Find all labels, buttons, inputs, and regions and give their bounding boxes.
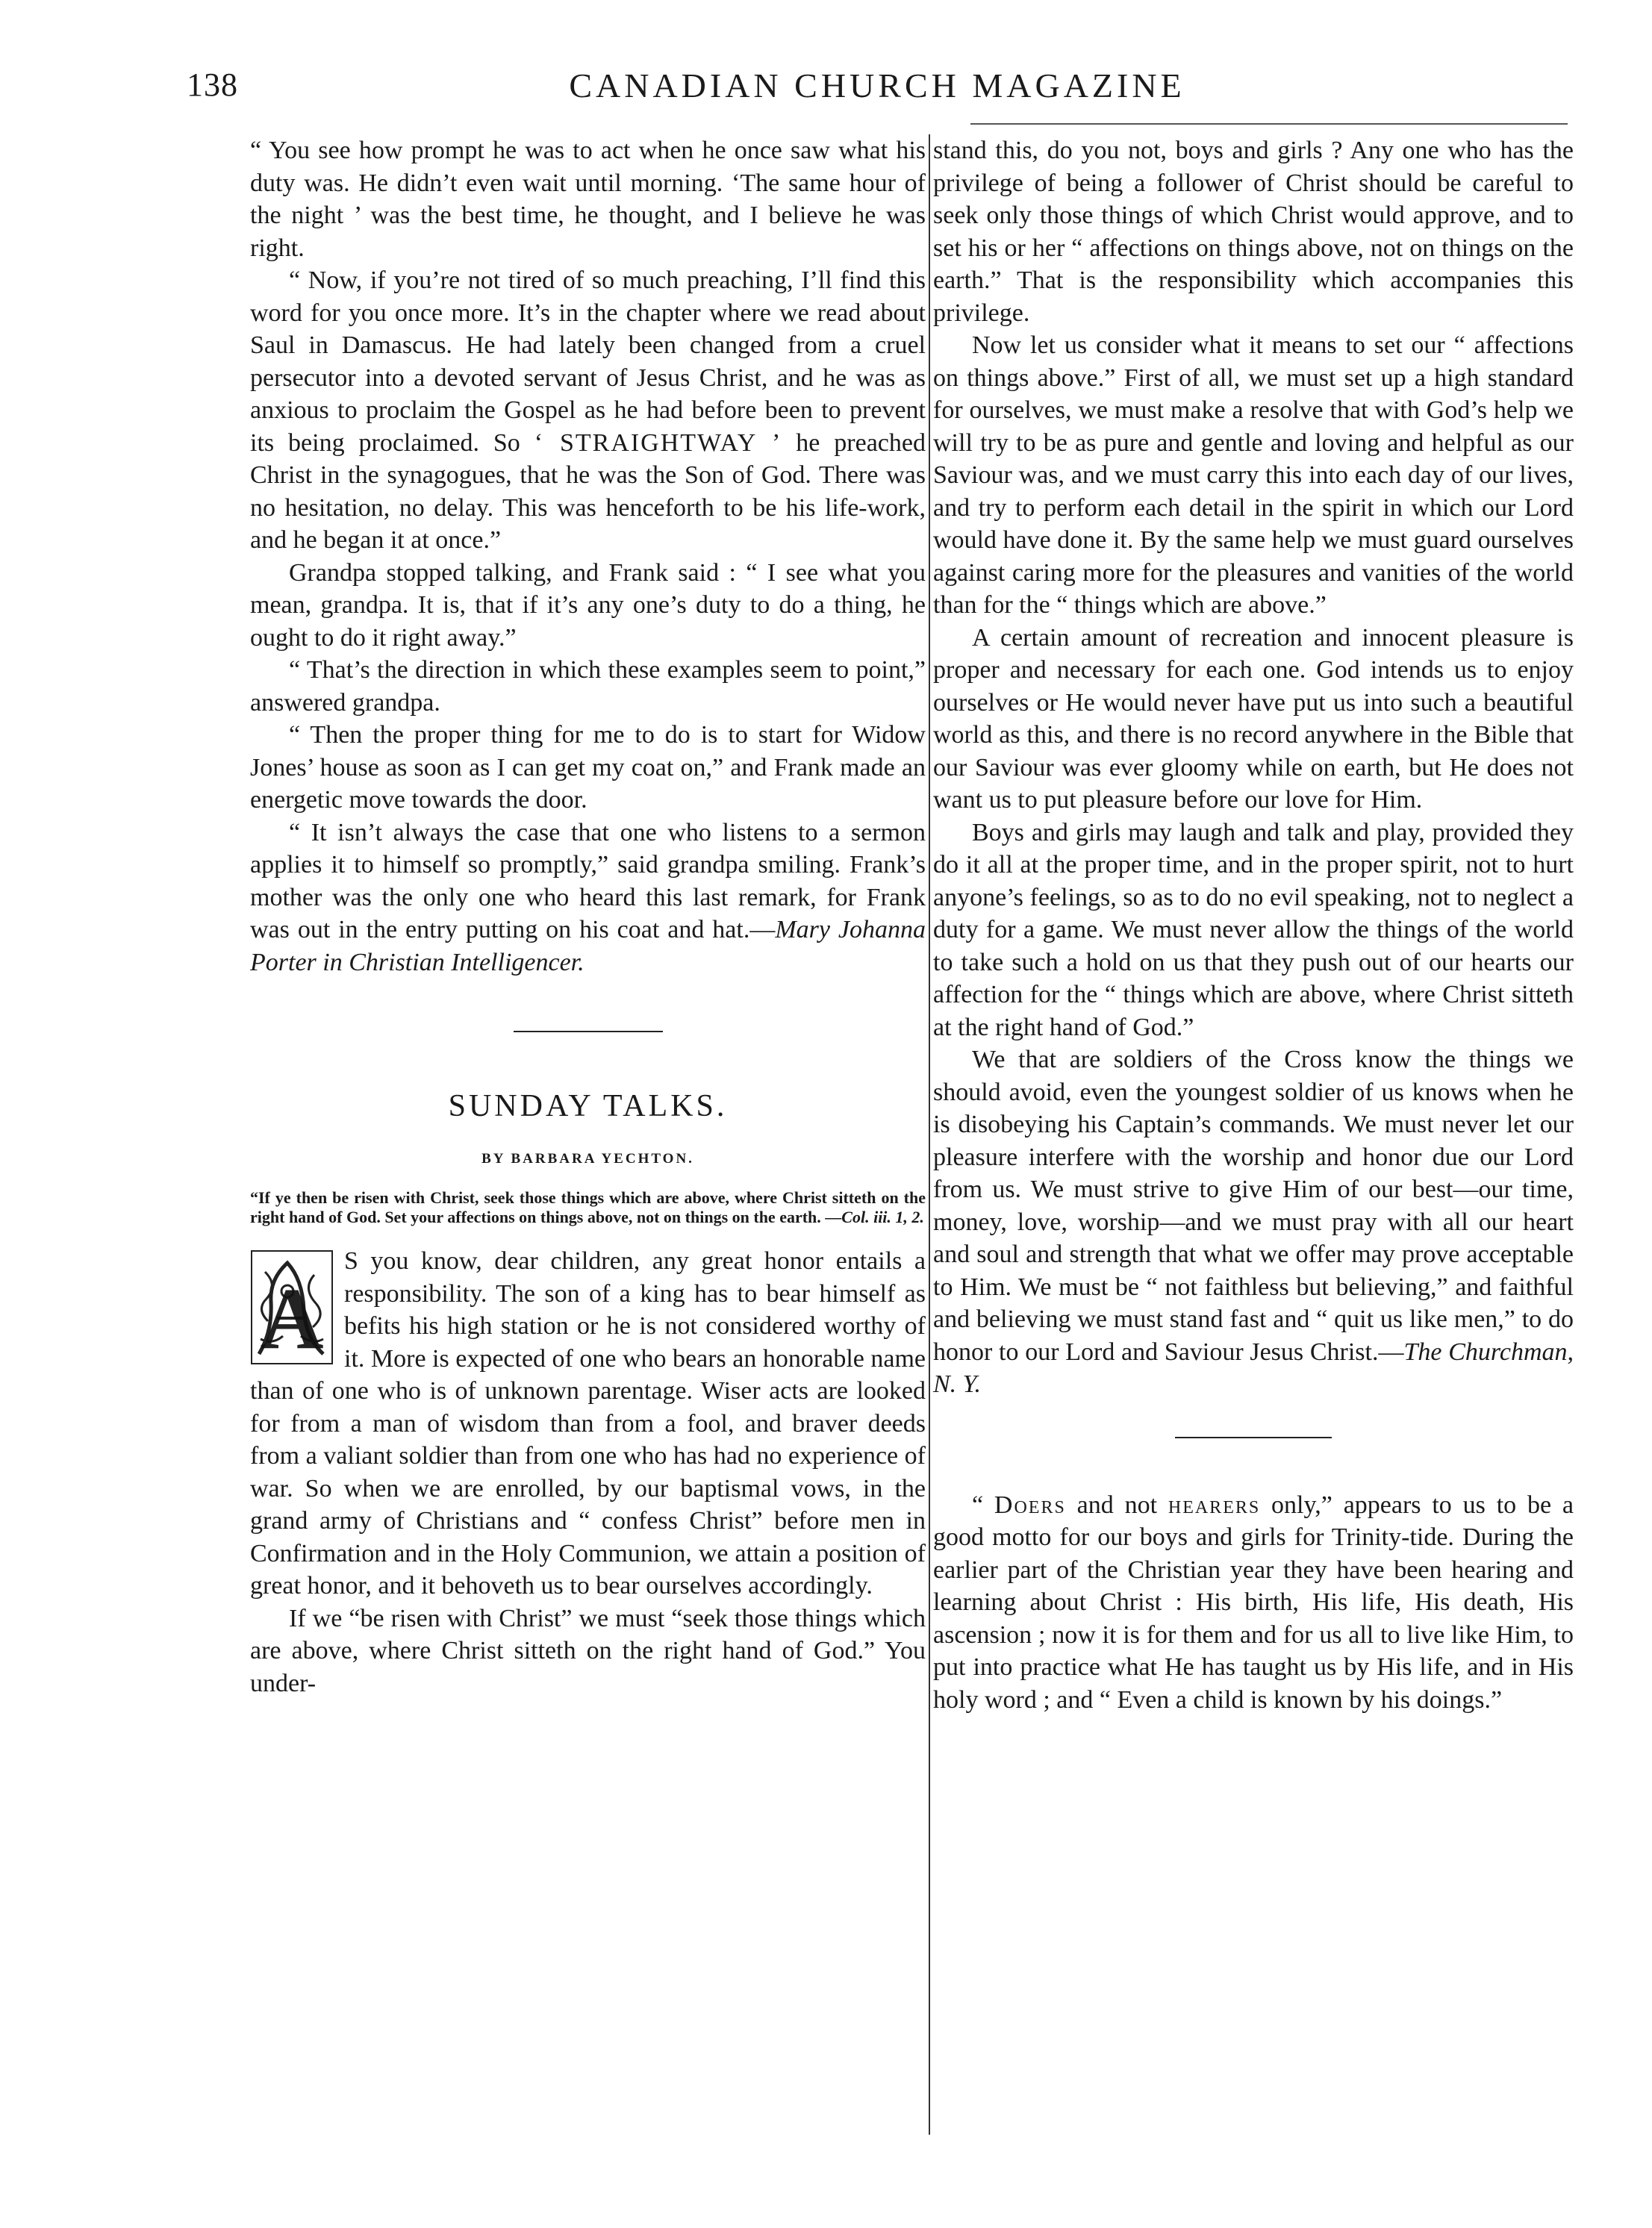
epigraph xyxy=(250,1188,926,1227)
header-rule xyxy=(970,123,1568,125)
left-column xyxy=(250,134,926,1700)
story-paragraph: “ Then the proper thing for me to do is to start for Widow Jones’ house as soon as I can get my coat on,” and Frank made an energetic move towards the door. xyxy=(250,721,926,814)
story-text: “ Now, if you’re not tired of so much preaching, I’ll find this word for you once more. It’s in the chapter where we read about Saul in Damascus. He had lately been changed from a cruel persecutor into a devoted servant of Jesus Christ, and he was as anxious to proclaim the Gospel as he had before been to prevent its being proclaimed. So xyxy=(250,266,926,457)
story-paragraph: Grandpa stopped talking, and Frank said : “ I see what you mean, grandpa. It is, that if it’s any one’s duty to do a thing, he ought to do it right away.” xyxy=(250,558,926,652)
talk-text: We that are soldiers of the Cross know the things we should avoid, even the youngest soldier of us knows when he is disobeying his Captain’s commands. We must never let our pleasure interfere with the worship and honor due our Lord from us. We must strive to give Him of our best—our time, money, love, worship—and we must pray with all our heart and soul and strength that what we offer may prove acceptable to Him. We must be “ not faithless but believing,” and faithful and believing we must stand fast and “ quit us like men,” to do honor to our Lord and Saviour Jesus Christ.— xyxy=(933,1046,1574,1366)
story-paragraph xyxy=(250,817,926,979)
section-rule xyxy=(1175,1437,1332,1438)
section-rule xyxy=(514,1031,663,1032)
doers-text: only,” appears to us to be a good motto for our boys and girls for Trinity-tide. During the earlier part of the Christian year they have been hearing and learning about Christ : His birth, His life, His death, His ascension ; now it is for them and for us all to live like Him, to put into practice what He has taught us by His life, and in His holy word ; and “ Even a child is known by his doings.” xyxy=(933,1491,1574,1714)
epigraph-text: “If ye then be risen with Christ, seek those things which are above, where Christ sitteth on the right hand of God. Set your affections on things above, not on things on the earth. — xyxy=(250,1188,926,1226)
story-text: “ It isn’t always the case that one who listens to a sermon applies it to himself so promptly,” said grandpa smiling. Frank’s mother was the only one who heard this last remark, for Frank was out in the entry putting on his coat and hat.— xyxy=(250,818,926,943)
opening-block xyxy=(250,1245,926,1603)
byline: BY BARBARA YECHTON. xyxy=(481,1150,694,1167)
section-title: SUNDAY TALKS. xyxy=(448,1089,728,1123)
right-column xyxy=(933,134,1574,1716)
story-text: he preached Christ in the synagogues, that he was the Son of God. There was no hesitation, no delay. This was henceforth to be his life-work, and he began it at once.” xyxy=(250,428,926,554)
talk-paragraph: stand this, do you not, boys and girls ? Any one who has the privilege of being a follower of Christ should be careful to seek only those things of which Christ would approve, and to set his or her “ affections on things above, not on things on the earth.” That is the responsibility which accompanies this privilege. xyxy=(933,137,1574,327)
story-paragraph xyxy=(250,264,926,557)
column-divider xyxy=(929,134,930,2135)
epigraph-reference: Col. iii. 1, 2. xyxy=(841,1208,924,1226)
talk-paragraph: If we “be risen with Christ” we must “seek those things which are above, where Christ sitteth on the right hand of God.” You under- xyxy=(250,1604,926,1697)
doers-connector: and not xyxy=(1065,1491,1168,1519)
straightway-word: ‘ STRAIGHTWAY ’ xyxy=(534,428,782,457)
doers-open-quote: “ xyxy=(972,1491,994,1519)
talk-paragraph: Boys and girls may laugh and talk and play, provided they do it all at the proper time, and in the proper spirit, not to hurt anyone’s feelings, so as to do no evil speaking, not to neglect a duty for a game. We must never allow the things of the world to take such a hold on us that they push out of our hearts our affection for the “ things which are above, where Christ sitteth at the right hand of God.” xyxy=(933,818,1574,1041)
doers-word: Doers xyxy=(994,1491,1066,1519)
story-paragraph: “ That’s the direction in which these examples seem to point,” answered grandpa. xyxy=(250,656,926,717)
drop-cap-ornament xyxy=(250,1249,334,1365)
page-header xyxy=(187,66,1568,118)
story-paragraph: “ You see how prompt he was to act when he once saw what his duty was. He didn’t even wait until morning. ‘The same hour of the night ’ was the best time, he thought, and I believe he was right. xyxy=(250,137,926,262)
hearers-word: hearers xyxy=(1168,1491,1261,1519)
story-attribution: Mary Johanna Porter in Christian Intelligencer. xyxy=(250,916,926,976)
drop-cap-letter: A xyxy=(260,1270,324,1365)
opening-paragraph: S you know, dear children, any great honor entails a responsibility. The son of a king has to bear himself as befits his high station or he is not considered worthy of it. More is expected of one who bears an honorable name than of one who is of unknown parentage. Wiser acts are looked for from a man of wisdom than from a fool, and braver deeds from a valiant soldier than from one who has had no experience of war. So when we are enrolled, by our baptismal vows, in the grand army of Christians and “ confess Christ” before men in Confirmation and in the Holy Communion, we attain a position of great honor, and it behoveth us to bear ourselves accordingly. xyxy=(250,1247,926,1600)
doers-paragraph xyxy=(933,1489,1574,1717)
running-title: CANADIAN CHURCH MAGAZINE xyxy=(569,66,1185,104)
churchman-attribution: The Churchman, N. Y. xyxy=(933,1338,1574,1398)
page-number: 138 xyxy=(187,66,238,103)
talk-paragraph xyxy=(933,1043,1574,1401)
talk-paragraph: Now let us consider what it means to set our “ affections on things above.” First of all, we must set up a high standard for ourselves, we must make a resolve that with God’s help we will try to be as pure and gentle and loving and helpful as our Saviour was, and we must carry this into each day of our lives, and try to perform each detail in the spirit in which our Lord would have done it. By the same help we must guard ourselves against caring more for the pleasures and vanities of the world than for the “ things which are above.” xyxy=(933,331,1574,619)
talk-paragraph: A certain amount of recreation and innocent pleasure is proper and necessary for each one. God intends us to enjoy ourselves or He would never have put us into such a beautiful world as this, and there is no record anywhere in the Bible that our Saviour was ever gloomy while on earth, but He does not want us to put pleasure before our love for Him. xyxy=(933,623,1574,814)
